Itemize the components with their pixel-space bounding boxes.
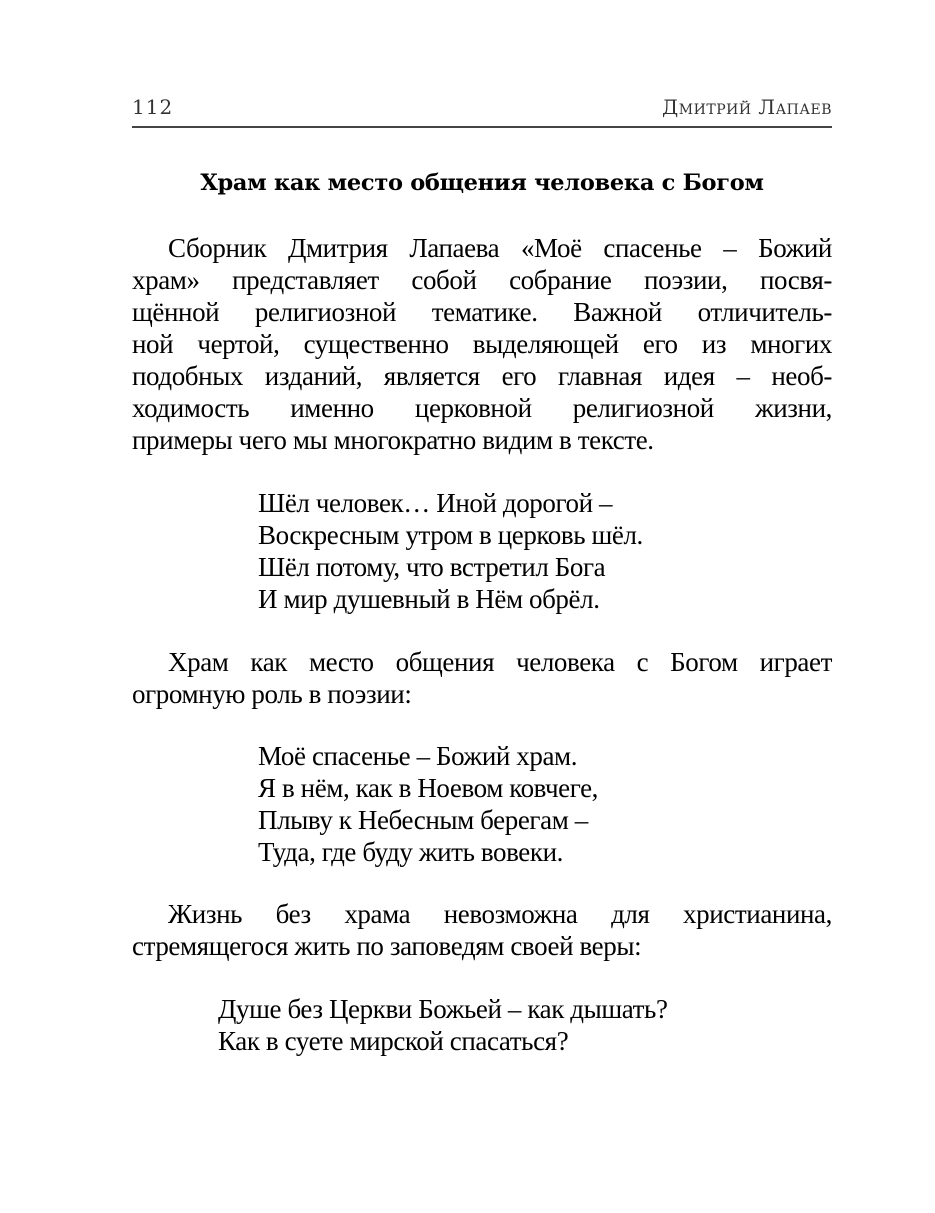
- verse-line: Душе без Церкви Божьей – как дышать?: [218, 994, 668, 1024]
- running-header: [132, 95, 832, 125]
- text-line: Храм как место общения человека с Богом играет: [168, 647, 832, 677]
- verse-line: Моё спасенье – Божий храм.: [258, 741, 578, 771]
- text-line: стремящегося жить по заповедям своей веры:: [132, 931, 642, 961]
- text-line: ной чертой, существенно выделяющей его из многих: [132, 329, 832, 359]
- poem-quote-1: [258, 487, 643, 615]
- verse-line: Шёл потому, что встретил Бога: [258, 552, 606, 582]
- chapter-title: Храм как место общения человека с Богом: [200, 170, 764, 196]
- text-line: огромную роль в поэзии:: [132, 679, 412, 709]
- poem-quote-2: [258, 740, 598, 868]
- paragraph-life-without-temple: [132, 898, 832, 962]
- text-line: Жизнь без храма невозможна для христианина,: [168, 899, 832, 929]
- verse-line: Как в суете мирской спасаться?: [218, 1026, 569, 1056]
- verse-line: Воскресным утром в церковь шёл.: [258, 520, 643, 550]
- verse-line: Шёл человек… Иной дорогой –: [258, 488, 613, 518]
- text-line: щённой религиозной тематике. Важной отличитель-: [132, 297, 832, 327]
- running-header-author: Дмитрий Лапаев: [662, 95, 832, 119]
- text-line: примеры чего мы многократно видим в тексте.: [132, 425, 654, 455]
- verse-line: Я в нём, как в Ноевом ковчеге,: [258, 773, 599, 803]
- text-line: храм» представляет собой собрание поэзии, посвя-: [132, 265, 832, 295]
- verse-line: Туда, где буду жить вовеки.: [258, 837, 563, 867]
- text-line: Сборник Дмитрия Лапаева «Моё спасенье – Божий: [168, 233, 832, 263]
- page-number: 112: [132, 95, 174, 119]
- paragraph-intro: [132, 232, 832, 456]
- text-line: ходимость именно церковной религиозной жизни,: [132, 393, 832, 423]
- header-divider: [132, 126, 832, 128]
- text-line: подобных изданий, является его главная идея – необ-: [132, 361, 832, 391]
- poem-quote-3: [218, 993, 668, 1057]
- paragraph-temple-role: [132, 646, 832, 710]
- verse-line: Плыву к Небесным берегам –: [258, 805, 588, 835]
- verse-line: И мир душевный в Нём обрёл.: [258, 584, 600, 614]
